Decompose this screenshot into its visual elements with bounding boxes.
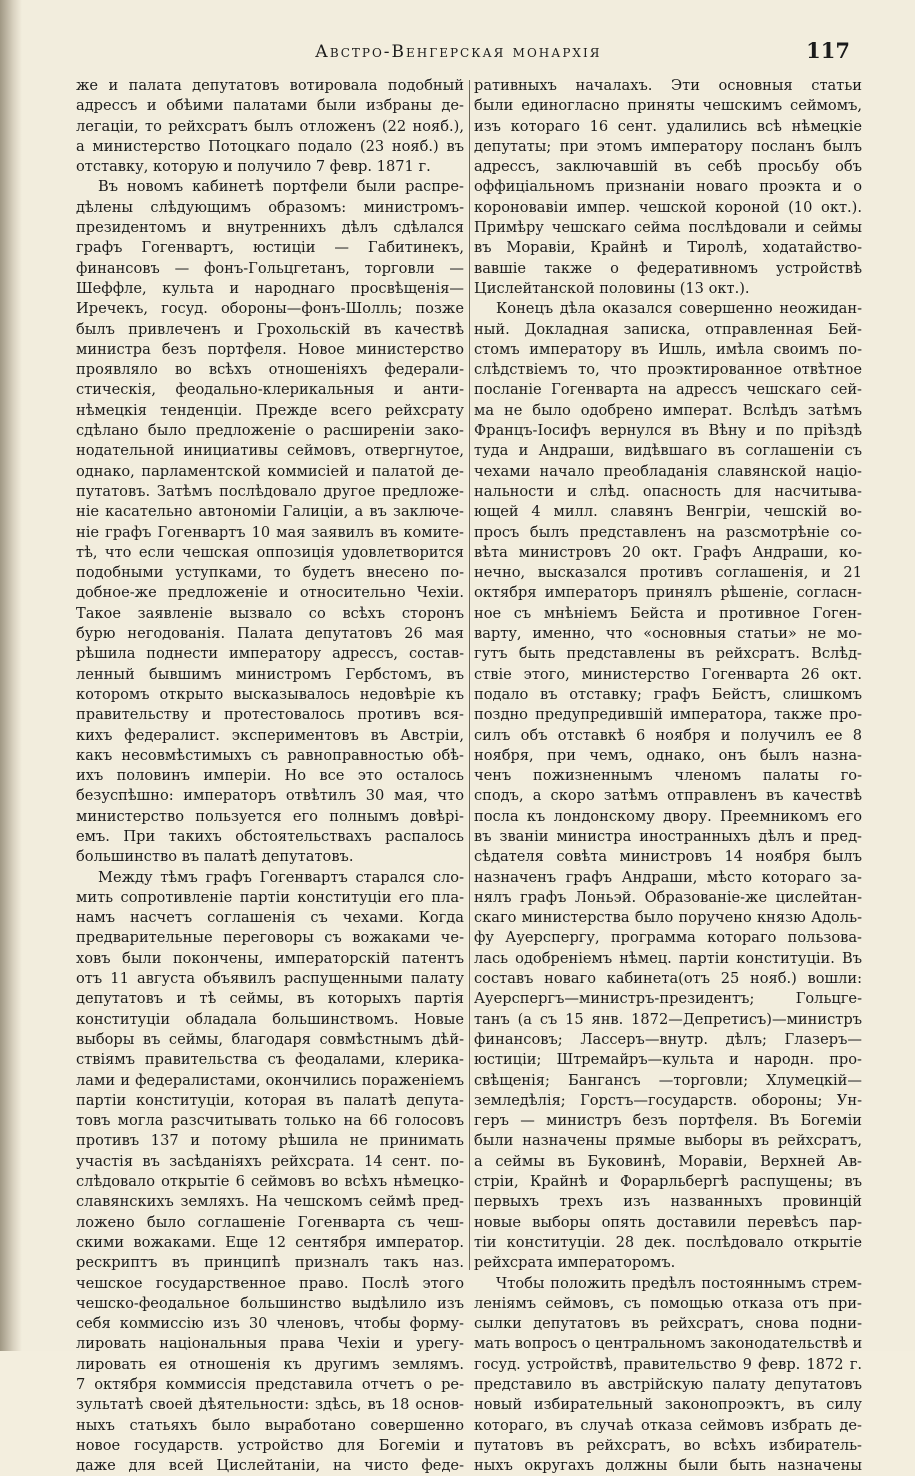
text-line: Въ новомъ кабинетѣ портфели были распре- <box>98 178 464 196</box>
text-line: славянскихъ земляхъ. На чешскомъ сеймѣ пред- <box>76 1193 464 1211</box>
text-line: Между тѣмъ графъ Гогенвартъ старался сло- <box>98 868 464 886</box>
text-line: сдѣлано было предложеніе о расширеніи зако- <box>76 422 464 440</box>
text-line: легаціи, то рейхсратъ былъ отложенъ (22 нояб.), <box>76 117 464 135</box>
text-line: а сеймы въ Буковинѣ, Моравіи, Верхней Ав- <box>474 1152 862 1170</box>
text-line: слѣдствіемъ то, что проэктированное отвѣтное <box>474 361 862 379</box>
text-line: были единогласно приняты чешскимъ сеймомъ, <box>474 97 862 115</box>
text-line: адрессъ и обѣими палатами были избраны де- <box>76 97 464 115</box>
text-line: чешское государственное право. Послѣ этого <box>76 1274 464 1292</box>
text-line: лами и федералистами, окончились пораженіемъ <box>76 1071 464 1089</box>
text-line: министерство пользуется его полнымъ довѣрі- <box>76 807 464 825</box>
text-line: сѣдателя совѣта министровъ 14 ноября былъ <box>474 848 862 866</box>
text-line: ніе графъ Гогенвартъ 10 мая заявилъ въ комите- <box>76 523 464 541</box>
text-line: путатовъ въ рейхсратъ, во всѣхъ избиратель- <box>474 1436 862 1454</box>
text-line: подало въ отставку; графъ Бейстъ, слишкомъ <box>474 685 862 703</box>
text-line: ствіе этого, министерство Гогенварта 26 окт. <box>474 665 862 683</box>
text-line: адрессъ, заключавшій въ себѣ просьбу объ <box>474 158 862 176</box>
text-line: ративныхъ началахъ. Эти основныя статьи <box>474 77 862 94</box>
text-line: вавшіе также о федеративномъ устройствѣ <box>474 259 862 277</box>
text-line: ный. Докладная записка, отправленная Бей- <box>474 320 862 338</box>
text-line: слѣдовало открытіе 6 сеймовъ во всѣхъ нѣмецко- <box>76 1173 464 1191</box>
text-line: тіи конституціи. 28 дек. послѣдовало открытіе <box>474 1233 862 1251</box>
text-line: президентомъ и внутреннихъ дѣлъ сдѣлался <box>76 219 464 237</box>
text-line: геръ — министръ безъ портфеля. Въ Богеміи <box>474 1112 862 1130</box>
text-line: себя коммиссію изъ 30 членовъ, чтобы форму- <box>76 1315 464 1333</box>
text-line: составъ новаго кабинета(отъ 25 нояб.) вошли: <box>474 970 862 988</box>
text-line: туда и Андраши, видѣвшаго въ соглашеніи съ <box>474 442 862 460</box>
text-line: нальности и слѣд. опасность для насчитыва- <box>474 482 862 500</box>
text-line: графъ Гогенвартъ, юстиціи — Габитинекъ, <box>76 239 464 257</box>
page-number: 117 <box>806 38 850 63</box>
text-line: сподъ, а скоро затѣмъ отправленъ въ качествѣ <box>474 787 862 805</box>
text-line: лась одобреніемъ нѣмец. партіи конституціи. Въ <box>474 949 862 967</box>
text-line: ленный бывшимъ министромъ Гербстомъ, въ <box>76 665 464 683</box>
text-line: емъ. При такихъ обстоятельствахъ распалось <box>76 827 464 845</box>
text-line: даже для всей Цислейтаніи, на чисто феде- <box>76 1457 464 1475</box>
text-line: добное-же предложеніе и относительно Чехіи. <box>76 584 464 602</box>
text-line: ховъ были покончены, императорскій патентъ <box>76 949 464 967</box>
text-line: поздно предупредившій императора, также про- <box>474 706 862 724</box>
text-line: госуд. устройствѣ, правительство 9 февр. 1872 г. <box>474 1355 862 1373</box>
text-line: леніямъ сеймовъ, съ помощью отказа отъ при- <box>474 1294 862 1312</box>
text-line: ніе касательно автономіи Галиціи, а въ заключе- <box>76 503 464 521</box>
text-line: нялъ графъ Лоньэй. Образованіе-же цислейтан- <box>474 888 862 906</box>
text-line: гутъ быть представлены въ рейхсратъ. Вслѣд- <box>474 645 862 663</box>
text-line: стическія, феодально-клерикальныя и анти- <box>76 381 464 399</box>
text-line: новый избирательный законопроэктъ, въ силу <box>474 1396 862 1414</box>
text-line: танъ (а съ 15 янв. 1872—Депретисъ)—министръ <box>474 1010 862 1028</box>
text-line: партіи конституціи, которая въ палатѣ депута- <box>76 1091 464 1109</box>
text-line: новое государств. устройство для Богеміи и <box>76 1436 464 1454</box>
text-line: Цислейтанской половины (13 окт.). <box>474 279 750 297</box>
text-line: дѣлены слѣдующимъ образомъ: министромъ- <box>76 198 464 216</box>
text-line: товъ могла разсчитывать только на 66 голосовъ <box>76 1112 464 1130</box>
text-line: нѣмецкія тенденціи. Прежде всего рейхсрату <box>76 401 464 419</box>
text-line: скаго министерства было поручено князю Адоль- <box>474 909 862 927</box>
text-line: депутаты; при этомъ императору посланъ былъ <box>474 137 862 155</box>
text-line: рейхсрата императоромъ. <box>474 1254 676 1272</box>
text-line: въ званіи министра иностранныхъ дѣлъ и пред- <box>474 827 862 845</box>
text-line: Такое заявленіе вызвало со всѣхъ сторонъ <box>76 604 464 622</box>
text-line: финансовъ; Лассеръ—внутр. дѣлъ; Глазеръ— <box>474 1030 862 1048</box>
text-line: назначенъ графъ Андраши, мѣсто котораго за- <box>474 868 862 886</box>
text-line: которомъ открыто высказывалось недовѣріе къ <box>76 685 464 703</box>
text-line: оффиціальномъ признаніи новаго проэкта и о <box>474 178 862 196</box>
text-line: противъ 137 и потому рѣшила не принимать <box>76 1132 464 1150</box>
text-line: большинство въ палатѣ депутатовъ. <box>76 848 354 866</box>
text-line: ныхъ статьяхъ было выработано совершенно <box>76 1416 464 1434</box>
text-line: земледѣлія; Горстъ—государств. обороны; Ун- <box>474 1091 862 1109</box>
text-line: сылки депутатовъ въ рейхсратъ, снова подни- <box>474 1315 862 1333</box>
text-line: мить сопротивленіе партіи конституціи его пла- <box>76 888 464 906</box>
text-line: первыхъ трехъ изъ названныхъ провинцій <box>474 1193 862 1211</box>
text-line: стріи, Крайнѣ и Форарльбергѣ распущены; въ <box>474 1173 862 1191</box>
text-line: фу Ауерспергу, программа котораго пользова- <box>474 929 862 947</box>
text-line: въ Моравіи, Крайнѣ и Тиролѣ, ходатайство- <box>474 239 862 257</box>
text-line: же и палата депутатовъ вотировала подобный <box>76 77 464 94</box>
right-text-column <box>474 76 862 1476</box>
text-line: рескриптъ въ принципѣ призналъ такъ наз. <box>76 1254 464 1272</box>
text-line: Конецъ дѣла оказался совершенно неожидан- <box>496 300 862 318</box>
text-line: подобными уступками, то будетъ внесено по- <box>76 564 464 582</box>
text-line: нечно, высказался противъ соглашенія, и 21 <box>474 564 862 582</box>
text-line: былъ привлеченъ и Грохольскій въ качествѣ <box>76 320 464 338</box>
text-line: ющей 4 милл. славянъ Венгріи, чешскій во- <box>474 503 862 521</box>
text-line: ствіямъ правительства съ феодалами, клерика- <box>76 1051 464 1069</box>
column-divider <box>469 80 470 1270</box>
text-line: ма не было одобрено императ. Вслѣдъ затѣмъ <box>474 401 862 419</box>
text-line: котораго, въ случаѣ отказа сеймовъ избрать де- <box>474 1416 862 1434</box>
text-line: новые выборы опять доставили перевѣсъ пар- <box>474 1213 862 1231</box>
text-line: Примѣру чешскаго сейма послѣдовали и сеймы <box>474 219 862 237</box>
text-line: рѣшила поднести императору адрессъ, состав- <box>76 645 464 663</box>
text-line: просъ былъ представленъ на разсмотрѣніе со- <box>474 523 862 541</box>
text-line: изъ котораго 16 сент. удалились всѣ нѣмецкіе <box>474 117 862 135</box>
text-line: ное съ мнѣніемъ Бейста и противное Гоген- <box>474 604 862 622</box>
text-line: безуспѣшно: императоръ отвѣтилъ 30 мая, что <box>76 787 464 805</box>
text-line: Шеффле, культа и народнаго просвѣщенія— <box>76 279 464 297</box>
text-line: нодательной инициативы сеймовъ, отвергнутое, <box>76 442 464 460</box>
text-line: ныхъ округахъ должны были быть назначены <box>474 1457 862 1475</box>
text-line: правительству и протестовалось противъ вся- <box>76 706 464 724</box>
running-title: Австро-Венгерская монархія <box>315 42 602 62</box>
text-line: предварительные переговоры съ вожаками че- <box>76 929 464 947</box>
text-line: какъ несовмѣстимыхъ съ равноправностью обѣ- <box>76 746 464 764</box>
text-line: юстиціи; Штремайръ—культа и народн. про- <box>474 1051 862 1069</box>
text-line: Ауерспергъ—министръ-президентъ; Гольцге- <box>474 990 862 1008</box>
text-line: мать вопросъ о центральномъ законодательствѣ и <box>474 1335 862 1353</box>
text-line: кихъ федералист. экспериментовъ въ Австріи, <box>76 726 464 744</box>
text-line: посланіе Гогенварта на адрессъ чешскаго сей- <box>474 381 862 399</box>
text-line: отъ 11 августа объявилъ распущенными палату <box>76 970 464 988</box>
text-line: бурю негодованія. Палата депутатовъ 26 мая <box>76 625 464 643</box>
text-line: путатовъ. Затѣмъ послѣдовало другое предложе- <box>76 482 464 500</box>
text-line: короновавіи импер. чешской короной (10 окт.). <box>474 198 862 216</box>
text-line: депутатовъ и тѣ сеймы, въ которыхъ партія <box>76 990 464 1008</box>
text-line: были назначены прямые выборы въ рейхсратъ, <box>474 1132 862 1150</box>
text-line: финансовъ — фонъ-Гольцгетанъ, торговли — <box>76 259 464 277</box>
text-line: варту, именно, что «основныя статьи» не мо- <box>474 625 862 643</box>
text-line: свѣщенія; Бангансъ —торговли; Хлумецкій— <box>474 1071 862 1089</box>
text-line: ихъ половинъ имперіи. Но все это осталось <box>76 767 464 785</box>
text-line: Чтобы положить предѣлъ постояннымъ стрем- <box>496 1274 862 1292</box>
text-line: чехами начало преобладанія славянской націо- <box>474 462 862 480</box>
text-line: октября императоръ принялъ рѣшеніе, согласн- <box>474 584 862 602</box>
text-line: Францъ-Іосифъ вернулся въ Вѣну и по пріѣздѣ <box>474 422 862 440</box>
text-line: тѣ, что если чешская оппозиція удовлетворится <box>76 543 464 561</box>
text-line: конституціи обладала большинствомъ. Новые <box>76 1010 464 1028</box>
text-line: ноября, при чемъ, однако, онъ былъ назна- <box>474 746 862 764</box>
text-line: скими вожаками. Еще 12 сентября император. <box>76 1233 464 1251</box>
text-line: ченъ пожизненнымъ членомъ палаты го- <box>474 767 862 785</box>
text-line: выборы въ сеймы, благодаря совмѣстнымъ дѣй- <box>76 1030 464 1048</box>
text-line: Иречекъ, госуд. обороны—фонъ-Шолль; позже <box>76 300 464 318</box>
text-line: проявляло во всѣхъ отношеніяхъ федерали- <box>76 361 464 379</box>
text-line: 7 октября коммиссія представила отчетъ о ре- <box>76 1376 464 1393</box>
text-line: лировать ея отношенія къ другимъ землямъ. <box>76 1355 464 1373</box>
text-line: представило въ австрійскую палату депутатовъ <box>474 1376 862 1393</box>
text-line: посла къ лондонскому двору. Преемникомъ его <box>474 807 862 825</box>
page-header <box>60 38 860 68</box>
binding-gutter <box>0 0 22 1351</box>
text-line: зультатѣ своей дѣятельности: здѣсь, въ 18 основ- <box>76 1396 464 1414</box>
text-line: стомъ императору въ Ишль, имѣла своимъ по- <box>474 340 862 358</box>
text-line: вѣта министровъ 20 окт. Графъ Андраши, ко- <box>474 543 862 561</box>
text-line: однако, парламентской коммисіей и палатой де- <box>76 462 464 480</box>
text-line: министра безъ портфеля. Новое министерство <box>76 340 464 358</box>
text-line: ложено было соглашеніе Гогенварта съ чеш- <box>76 1213 464 1231</box>
text-line: отставку, которую и получило 7 февр. 1871 г. <box>76 158 431 176</box>
left-text-column <box>76 76 464 1476</box>
text-line: лировать національныя права Чехіи и урегу- <box>76 1335 464 1353</box>
text-line: силъ объ отставкѣ 6 ноября и получилъ ее 8 <box>474 726 862 744</box>
text-line: намъ насчетъ соглашенія съ чехами. Когда <box>76 909 464 927</box>
text-line: участія въ засѣданіяхъ рейхсрата. 14 сент. по- <box>76 1152 464 1170</box>
text-line: а министерство Потоцкаго подало (23 нояб.) въ <box>76 137 464 155</box>
text-line: чешско-феодальное большинство выдѣлило изъ <box>76 1294 464 1312</box>
